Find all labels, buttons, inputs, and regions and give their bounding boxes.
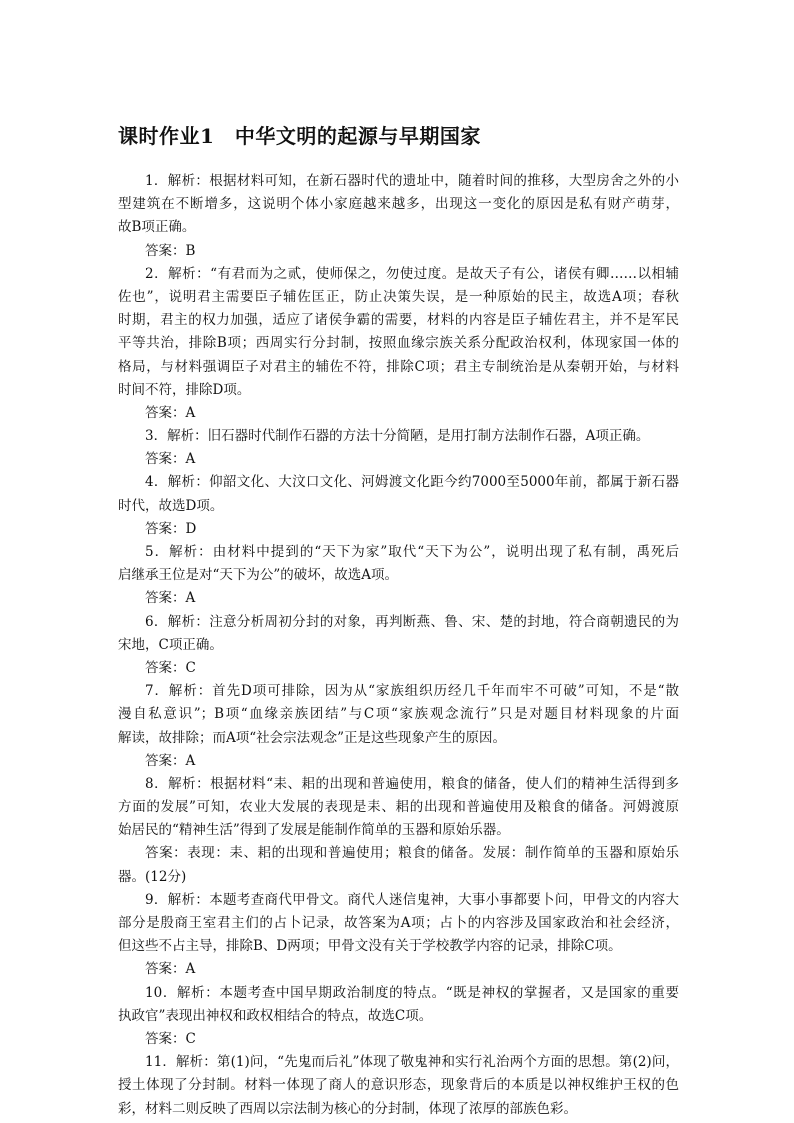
explanation-line: 授土体现了分封制。材料一体现了商人的意识形态，现象背后的本质是以神权维护王权的色 xyxy=(118,1077,679,1094)
explanation-line: 11．解析：第(1)问，“先鬼而后礼”体现了敬鬼神和实行礼治两个方面的思想。第(2)问， xyxy=(145,1054,679,1071)
explanation-line: 佐也”，说明君主需要臣子辅佐匡正，防止决策失误，是一种原始的民主，故选A项；春秋 xyxy=(118,288,679,305)
answer-line: 答案：A xyxy=(145,590,196,607)
explanation-line: 6．解析：注意分析周初分封的对象，再判断燕、鲁、宋、楚的封地，符合商朝遗民的为 xyxy=(145,613,679,630)
answer-line: 答案：A xyxy=(145,404,196,421)
explanation-line: 1．解析：根据材料可知，在新石器时代的遗址中，随着时间的推移，大型房舍之外的小 xyxy=(145,173,679,189)
explanation-line: 5．解析：由材料中提到的“天下为家”取代“天下为公”，说明出现了私有制，禹死后 xyxy=(145,544,679,560)
explanation-line: 彩，材料二则反映了西周以宗法制为核心的分封制，体现了浓厚的部族色彩。 xyxy=(118,1100,577,1117)
explanation-line: 始居民的“精神生活”得到了发展是能制作简单的玉器和原始乐器。 xyxy=(118,822,510,839)
answer-line: 答案：A xyxy=(145,752,196,769)
explanation-line: 但这些不占主导，排除B、D两项；甲骨文没有关于学校教学内容的记录，排除C项。 xyxy=(118,938,622,955)
answer-line: 答案：C xyxy=(145,659,196,676)
explanation-line: 10．解析：本题考查中国早期政治制度的特点。“既是神权的掌握者，又是国家的重要 xyxy=(145,984,679,1001)
explanation-line: 执政官”表现出神权和政权相结合的特点，故选C项。 xyxy=(118,1007,433,1024)
answer-line: 答案：A xyxy=(145,961,196,978)
answer-line: 答案：D xyxy=(145,520,197,537)
page-title: 课时作业1 中华文明的起源与早期国家 xyxy=(118,124,481,148)
explanation-line: 2．解析：“有君而为之贰，使师保之，勿使过度。是故天子有公，诸侯有卿……以相辅 xyxy=(145,265,679,282)
answer-list xyxy=(118,170,679,1121)
explanation-line: 时期，君主的权力加强，适应了诸侯争霸的需要，材料的内容是臣子辅佐君主，并不是军民 xyxy=(118,312,679,329)
explanation-line: 平等共治，排除B项；西周实行分封制，按照血缘宗族关系分配政治权利，体现家国一体的 xyxy=(118,335,679,352)
explanation-line: 启继承王位是对“天下为公”的破坏，故选A项。 xyxy=(118,567,399,584)
explanation-line: 8．解析：根据材料“耒、耜的出现和普遍使用，粮食的储备，使人们的精神生活得到多 xyxy=(145,775,679,792)
answer-line: 器。(12分) xyxy=(118,868,187,885)
explanation-line: 9．解析：本题考查商代甲骨文。商代人迷信鬼神，大事小事都要卜问，甲骨文的内容大 xyxy=(145,891,679,908)
answer-line: 答案：表现：耒、耜的出现和普遍使用；粮食的储备。发展：制作简单的玉器和原始乐 xyxy=(145,845,679,862)
answer-line: 答案：A xyxy=(145,451,196,468)
explanation-line: 故B项正确。 xyxy=(118,219,196,236)
answer-line: 答案：B xyxy=(145,242,196,259)
explanation-line: 型建筑在不断增多，这说明个体小家庭越来越多，出现这一变化的原因是私有财产萌芽， xyxy=(118,196,679,213)
explanation-line: 时代，故选D项。 xyxy=(118,497,224,514)
explanation-line: 3．解析：旧石器时代制作石器的方法十分简陋，是用打制方法制作石器，A项正确。 xyxy=(145,428,650,445)
explanation-line: 漫自私意识”；B项“血缘亲族团结”与C项“家族观念流行”只是对题目材料现象的片面 xyxy=(118,706,679,723)
explanation-line: 宋地，C项正确。 xyxy=(118,636,223,653)
explanation-line: 部分是殷商王室君主们的占卜记录，故答案为A项；占卜的内容涉及国家政治和社会经济， xyxy=(118,915,679,931)
explanation-line: 7．解析：首先D项可排除，因为从“家族组织历经几千年而牢不可破”可知，不是“散 xyxy=(145,683,679,700)
explanation-line: 格局，与材料强调臣子对君主的辅佐不符，排除C项；君主专制统治是从秦朝开始，与材料 xyxy=(118,358,679,375)
explanation-line: 4．解析：仰韶文化、大汶口文化、河姆渡文化距今约7000至5000年前，都属于新石器 xyxy=(145,474,679,491)
answer-line: 答案：C xyxy=(145,1030,196,1047)
explanation-line: 解读，故排除；而A项“社会宗法观念”正是这些现象产生的原因。 xyxy=(118,729,507,746)
explanation-line: 时间不符，排除D项。 xyxy=(118,381,251,398)
explanation-line: 方面的发展”可知，农业大发展的表现是耒、耜的出现和普遍使用及粮食的储备。河姆渡原 xyxy=(118,799,679,816)
